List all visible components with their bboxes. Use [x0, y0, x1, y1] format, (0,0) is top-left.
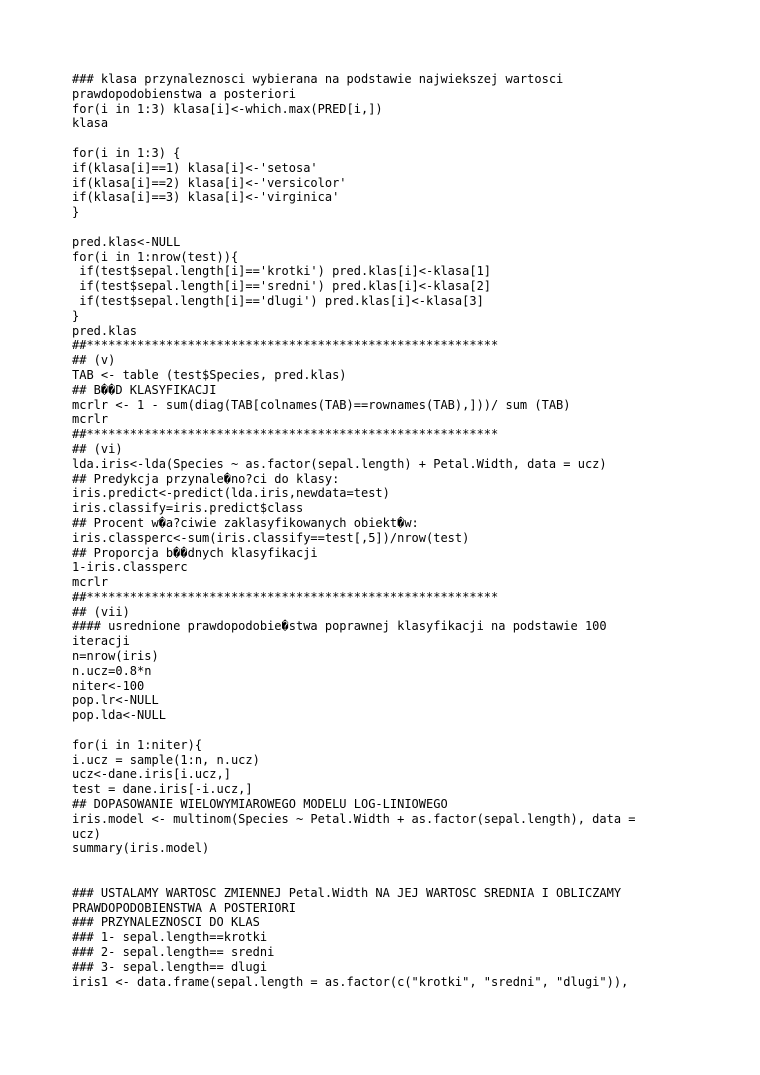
code-line: if(klasa[i]==1) klasa[i]<-'setosa': [72, 160, 318, 175]
code-line: ucz): [72, 826, 101, 841]
code-line: [72, 856, 692, 871]
code-line: ## (vii): [72, 604, 130, 619]
code-line: pop.lr<-NULL: [72, 693, 159, 708]
code-line: for(i in 1:niter){: [72, 737, 203, 752]
code-line: if(test$sepal.length[i]=='sredni') pred.klas[i]<-klasa[2]: [72, 279, 492, 294]
code-line: mcrlr: [72, 575, 109, 590]
code-line: pop.lda<-NULL: [72, 708, 166, 723]
code-line: if(klasa[i]==3) klasa[i]<-'virginica': [72, 190, 340, 205]
code-line: ## DOPASOWANIE WIELOWYMIAROWEGO MODELU LOG-LINIOWEGO: [72, 797, 448, 812]
code-line: [72, 131, 692, 146]
code-line: mcrlr <- 1 - sum(diag(TAB[colnames(TAB)==rownames(TAB),]))/ sum (TAB): [72, 397, 571, 412]
code-line: ##*********************************************************: [72, 427, 499, 442]
code-line: ### 1- sepal.length==krotki: [72, 930, 268, 945]
code-line: }: [72, 308, 80, 323]
code-line: ucz<-dane.iris[i.ucz,]: [72, 767, 231, 782]
code-line: for(i in 1:3) klasa[i]<-which.max(PRED[i,]): [72, 101, 383, 116]
code-line: [72, 871, 692, 886]
code-line: }: [72, 205, 80, 220]
code-line: iteracji: [72, 634, 130, 649]
code-line: ### klasa przynaleznosci wybierana na podstawie najwiekszej wartosci: [72, 72, 564, 86]
code-line: for(i in 1:3) {: [72, 145, 181, 160]
code-line: ### 3- sepal.length== dlugi: [72, 959, 268, 974]
code-line: lda.iris<-lda(Species ~ as.factor(sepal.length) + Petal.Width, data = ucz): [72, 456, 607, 471]
code-line: niter<-100: [72, 678, 145, 693]
code-line: ##*********************************************************: [72, 589, 499, 604]
code-line: test = dane.iris[-i.ucz,]: [72, 782, 253, 797]
code-line: iris.classperc<-sum(iris.classify==test[,5])/nrow(test): [72, 530, 470, 545]
code-line: ##*********************************************************: [72, 338, 499, 353]
code-line: TAB <- table (test$Species, pred.klas): [72, 367, 347, 382]
code-line: if(test$sepal.length[i]=='dlugi') pred.klas[i]<-klasa[3]: [72, 293, 484, 308]
code-line: PRAWDOPODOBIENSTWA A POSTERIORI: [72, 900, 296, 915]
code-line: mcrlr: [72, 412, 109, 427]
code-line: ### 2- sepal.length== sredni: [72, 945, 275, 960]
code-line: pred.klas<-NULL: [72, 234, 181, 249]
code-line: ## B��D KLASYFIKACJI: [72, 382, 217, 397]
code-line: [72, 723, 692, 738]
code-line: n.ucz=0.8*n: [72, 663, 152, 678]
code-line: pred.klas: [72, 323, 138, 338]
code-line: 1-iris.classperc: [72, 560, 188, 575]
code-line: ## Proporcja b��dnych klasyfikacji: [72, 545, 318, 560]
code-line: ### PRZYNALEZNOSCI DO KLAS: [72, 915, 260, 930]
code-line: #### usrednione prawdopodobie�stwa poprawnej klasyfikacji na podstawie 100: [72, 619, 607, 634]
code-line: for(i in 1:nrow(test)){: [72, 249, 239, 264]
code-line: prawdopodobienstwa a posteriori: [72, 86, 296, 101]
code-line: iris1 <- data.frame(sepal.length = as.factor(c("krotki", "sredni", "dlugi")),: [72, 974, 629, 989]
code-line: if(test$sepal.length[i]=='krotki') pred.klas[i]<-klasa[1]: [72, 264, 492, 279]
code-line: summary(iris.model): [72, 841, 210, 856]
code-line: n=nrow(iris): [72, 649, 159, 664]
code-line: iris.predict<-predict(lda.iris,newdata=test): [72, 486, 390, 501]
code-line: ### USTALAMY WARTOSC ZMIENNEJ Petal.Width NA JEJ WARTOSC SREDNIA I OBLICZAMY: [72, 885, 622, 900]
code-line: if(klasa[i]==2) klasa[i]<-'versicolor': [72, 175, 347, 190]
code-line: ## (v): [72, 353, 116, 368]
code-line: iris.classify=iris.predict$class: [72, 501, 304, 516]
code-listing: [72, 72, 692, 989]
code-line: [72, 220, 692, 235]
code-line: i.ucz = sample(1:n, n.ucz): [72, 752, 260, 767]
code-line: ## Procent w�a?ciwie zaklasyfikowanych obiekt�w:: [72, 515, 419, 530]
code-line: ## (vi): [72, 441, 123, 456]
code-line: klasa: [72, 116, 109, 131]
code-line: iris.model <- multinom(Species ~ Petal.Width + as.factor(sepal.length), data =: [72, 811, 636, 826]
code-line: ## Predykcja przynale�no?ci do klasy:: [72, 471, 340, 486]
